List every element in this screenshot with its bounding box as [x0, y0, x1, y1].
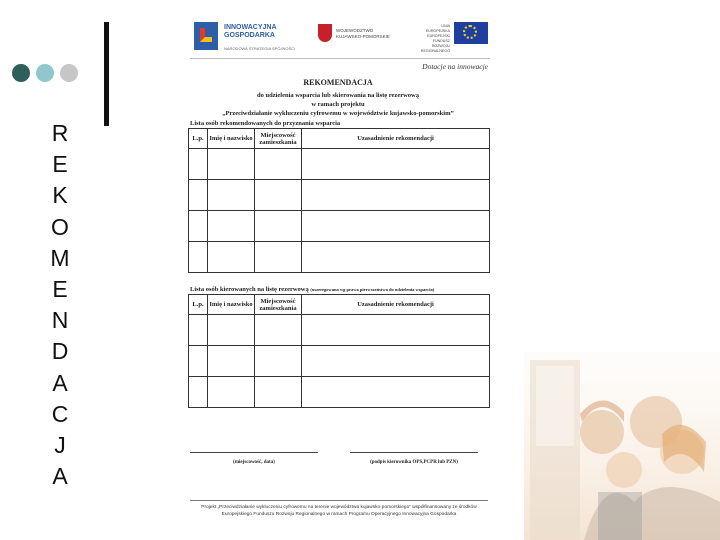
section-reserve-title: Lista osób kierowanych na listę rezerwową [190, 286, 309, 293]
eu-logo [418, 22, 490, 53]
decorative-dots [12, 64, 78, 82]
title-letter: R [51, 120, 69, 146]
section-reserve-note: (uszeregowana wg prawa pierwszeństwa do udzielenia wsparcia) [310, 287, 435, 292]
table-row [189, 346, 490, 377]
section-recommended-heading: Lista osób rekomendowanych do przyznania wsparcia [190, 120, 341, 127]
document-subtitle: do udzielenia wsparcia lub skierowania na listę rezerwową [257, 92, 419, 99]
ig-logo-tagline: NARODOWA STRATEGIA SPÓJNOŚCI [224, 46, 296, 51]
signature-label-place-date: (miejscowość, data) [233, 460, 275, 465]
footer-divider [190, 500, 488, 501]
column-header-justification: Uzasadnienie rekomendacji [302, 129, 490, 149]
signature-line-manager [350, 452, 478, 453]
title-letter: K [52, 182, 68, 209]
document-footer: Projekt „Przeciwdziałanie wykluczeniu cyfrowemu na terenie województwa kujawsko-pomorskiego” współfinansowany ze środków Europejskiego Funduszu Rozwoju Regionalnego w ramach Programu Operacyjnego Innowacyjna Gospodarka [201, 505, 477, 517]
eagle-crest-icon [318, 24, 332, 42]
logo-bar [190, 18, 490, 59]
column-header-residence: Miejscowość zamieszkania [255, 295, 302, 315]
column-header-justification: Uzasadnienie rekomendacji [302, 295, 490, 315]
recommendation-form-document [184, 12, 492, 532]
title-letter: M [50, 244, 70, 271]
table-row [189, 180, 490, 211]
wojewodztwo-logo-text: WOJEWÓDZTWO KUJAWSKO-POMORSKIE [336, 28, 390, 39]
title-divider [104, 22, 109, 126]
section-reserve-heading [190, 286, 434, 293]
table-row [189, 315, 490, 346]
title-letter: E [52, 276, 68, 303]
title-letter: E [52, 151, 68, 178]
ig-flag-icon [194, 22, 218, 50]
signature-label-manager: (podpis kierownika OPS,PCPR lub PZN) [370, 460, 458, 465]
column-header-residence: Miejscowość zamieszkania [255, 129, 302, 149]
column-header-name: Imię i nazwisko [208, 295, 255, 315]
column-header-name: Imię i nazwisko [208, 129, 255, 149]
dotacje-tagline: Dotacje na innowacje [422, 62, 488, 71]
signature-line-place-date [190, 452, 318, 453]
eu-flag-icon [454, 22, 488, 44]
vertical-slide-title [48, 118, 72, 492]
wojewodztwo-logo [318, 24, 398, 52]
document-title: REKOMENDACJA [303, 78, 373, 87]
ig-logo-line1: INNOWACYJNA [224, 24, 277, 31]
reserve-table [188, 294, 490, 408]
dot-dark [12, 64, 30, 82]
table-row [189, 242, 490, 273]
dot-gray [60, 64, 78, 82]
family-photo-image [524, 352, 720, 540]
dot-teal [36, 64, 54, 82]
column-header-lp: L.p. [189, 295, 208, 315]
ig-logo-line2: GOSPODARKA [224, 32, 275, 39]
innowacyjna-gospodarka-logo [194, 22, 306, 54]
column-header-lp: L.p. [189, 129, 208, 149]
project-name: „Przeciwdziałanie wykluczeniu cyfrowemu w województwie kujawsko-pomorskim” [222, 110, 454, 117]
document-subtitle: w ramach projektu [311, 101, 365, 108]
recommended-table [188, 128, 490, 273]
title-letter: J [54, 432, 66, 459]
title-letter: A [52, 463, 68, 490]
table-row [189, 377, 490, 408]
table-row [189, 211, 490, 242]
title-letter: A [52, 369, 68, 396]
eu-logo-text: UNIA EUROPEJSKA EUROPEJSKI FUNDUSZ ROZWOJU REGIONALNEGO [420, 24, 450, 53]
title-letter: C [51, 400, 69, 427]
title-letter: O [51, 213, 69, 240]
title-letter: N [51, 307, 69, 334]
title-letter: D [51, 338, 69, 365]
table-row [189, 149, 490, 180]
